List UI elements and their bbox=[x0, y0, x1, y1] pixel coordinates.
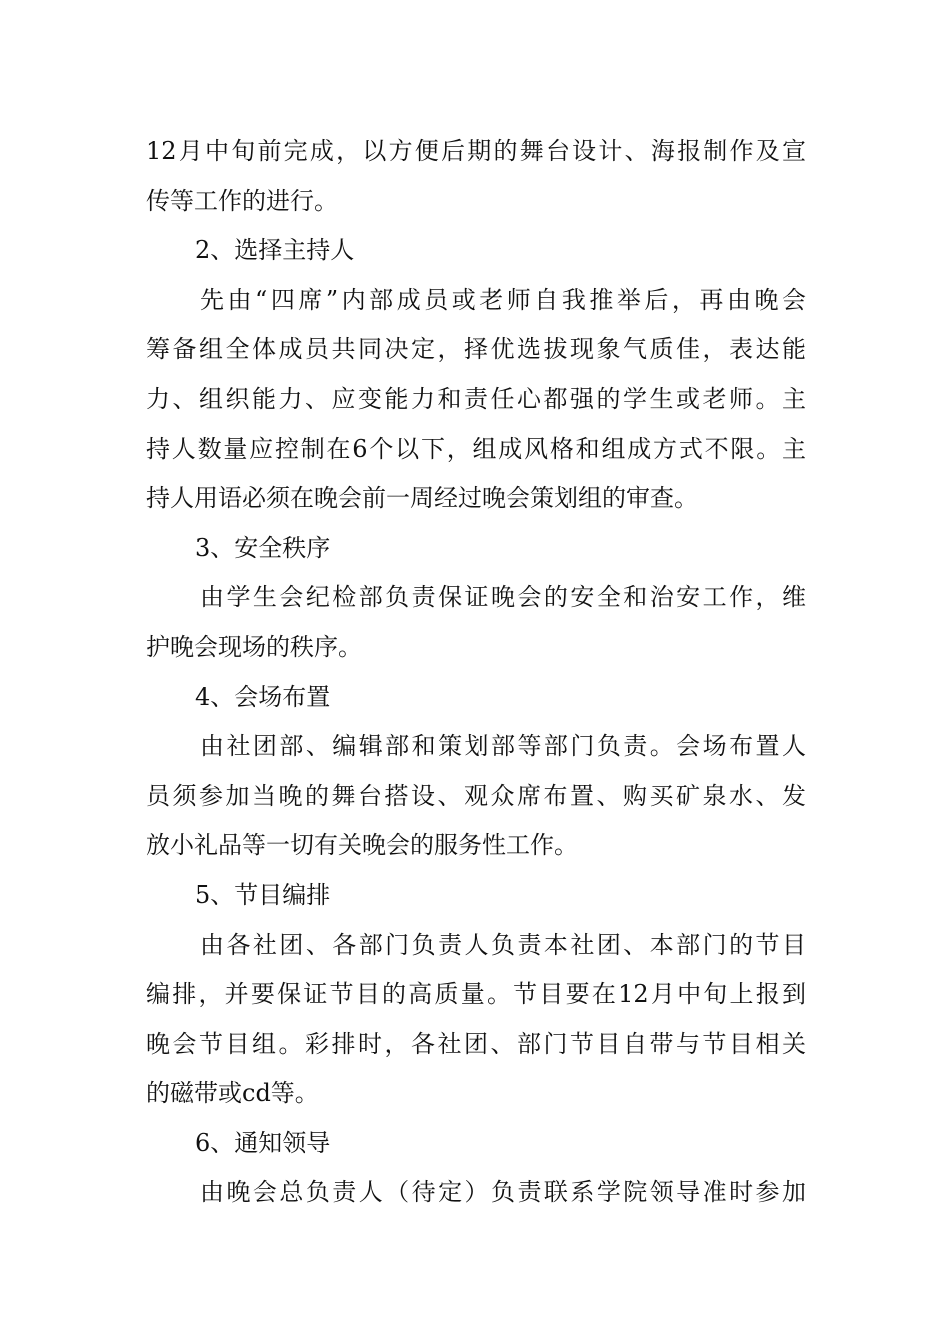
text-line: 晚会节目组。彩排时，各社团、部门节目自带与节目相关 bbox=[146, 1029, 806, 1058]
text-line: 编排，并要保证节目的高质量。节目要在12月中旬上报到 bbox=[146, 980, 806, 1009]
section-heading: 5、节目编排 bbox=[195, 880, 331, 909]
paragraph-first-line: 先由“四席”内部成员或老师自我推举后，再由晚会 bbox=[200, 285, 806, 314]
section-heading: 3、安全秩序 bbox=[195, 533, 331, 562]
section-heading: 2、选择主持人 bbox=[195, 236, 355, 265]
section-heading: 6、通知领导 bbox=[195, 1128, 331, 1157]
text-line: 筹备组全体成员共同决定，择优选拔现象气质佳，表达能 bbox=[146, 335, 806, 364]
text-line: 放小礼品等一切有关晚会的服务性工作。 bbox=[146, 831, 578, 860]
document-body bbox=[146, 127, 806, 1218]
text-line: 传等工作的进行。 bbox=[146, 186, 338, 215]
text-line: 12月中旬前完成，以方便后期的舞台设计、海报制作及宣 bbox=[146, 137, 806, 165]
text-line: 的磁带或cd等。 bbox=[146, 1079, 319, 1108]
text-line: 护晚会现场的秩序。 bbox=[146, 632, 362, 661]
section-heading: 4、会场布置 bbox=[195, 682, 331, 711]
text-line: 持人用语必须在晚会前一周经过晚会策划组的审查。 bbox=[146, 484, 698, 513]
paragraph-first-line: 由各社团、各部门负责人负责本社团、本部门的节目 bbox=[200, 930, 806, 959]
text-line: 力、组织能力、应变能力和责任心都强的学生或老师。主 bbox=[146, 384, 806, 413]
paragraph-first-line: 由晚会总负责人（待定）负责联系学院领导准时参加 bbox=[200, 1178, 806, 1207]
paragraph-first-line: 由社团部、编辑部和策划部等部门负责。会场布置人 bbox=[200, 732, 806, 761]
text-line: 持人数量应控制在6个以下，组成风格和组成方式不限。主 bbox=[146, 434, 806, 463]
text-line: 员须参加当晚的舞台搭设、观众席布置、购买矿泉水、发 bbox=[146, 781, 806, 810]
paragraph-first-line: 由学生会纪检部负责保证晚会的安全和治安工作，维 bbox=[200, 583, 806, 612]
